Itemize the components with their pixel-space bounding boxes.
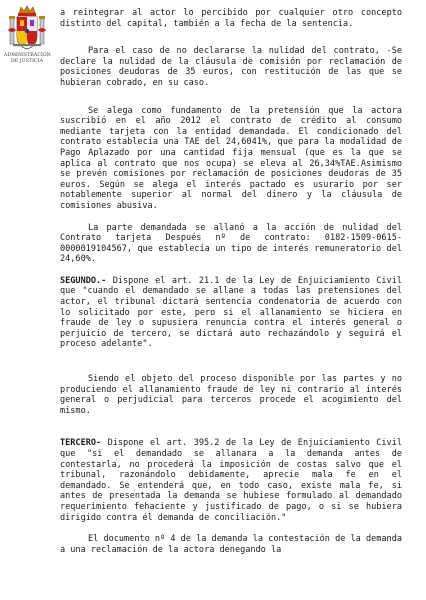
paragraph: Se alega como fundamento de la pretensión que la actora suscribió en el año 2012 el contrato de crédito al consumo mediante tarjeta con la entidad demandada. El condicionado del contrato establecía una TAE del 24,6041%, que para la modalidad de Pago Aplazado por una cantidad fija mensual (que es la que se aplica al contrato que nos ocupa) se eleva al 26,34%TAE.Asimismo se prevén comisiones por reclamación de posiciones deudoras de 35 euros. Según se alega el interés pactado es usurario por ser notablemente superior al normal del dinero y la cláusula de comisiones abusiva. bbox=[60, 105, 402, 211]
paragraph: La parte demandada se allanó a la acción de nulidad del Contrato tarjeta Después nº de contrato: 0182-1509-0615-0000019104567, que establecía un tipo de interés remuneratorio del 24,60%. bbox=[60, 222, 402, 265]
section-heading-tercero: TERCERO- bbox=[60, 438, 102, 449]
section-text-segundo: Dispone el art. 21.1 de la Ley de Enjuiciamiento Civil que "cuando el demandado se allane a todas las pretensiones del actor, el tribunal dictará sentencia condenatoria de acuerdo con lo solicitado por este, pero si el allanamiento se hiciera en fraude de ley o supusiera renuncia contra el interés general o perjuicio de tercero, se dictará auto rechazándolo y seguirá el proceso adelante". bbox=[60, 275, 402, 350]
org-name-line1: ADMINISTRACIÓN bbox=[4, 53, 51, 58]
document-body bbox=[60, 8, 402, 555]
court-logo bbox=[4, 4, 50, 64]
paragraph: Para el caso de no declararse la nulidad del contrato, -Se declare la nulidad de la cláusula de comisión por reclamación de posiciones deudoras de 35 euros, con restitución de las que se hubieran cobrado, en su caso. bbox=[60, 46, 402, 88]
paragraph-segundo bbox=[60, 276, 402, 350]
section-heading-segundo: SEGUNDO.- bbox=[60, 275, 107, 286]
paragraph: El documento nº 4 de la demanda la contestación de la demanda a una reclamación de la actora denegando la bbox=[60, 534, 402, 555]
section-text-tercero: Dispone el art. 395.2 de la Ley de Enjuiciamiento Civil que "si el demandado se allanara a la demanda antes de contestarla, no procederá la imposición de costas salvo que el tribunal, razonándolo debidamente, aprecie mala fe en el demandado. Se entenderá que, en todo caso, existe mala fe, si antes de presentada la demanda se hubiese formulado al demandado requerimiento fehaciente y justificado de pago, o si se hubiera dirigido contra él demanda de conciliación." bbox=[60, 438, 402, 523]
paragraph-tercero bbox=[60, 438, 402, 523]
paragraph: Siendo el objeto del proceso disponible por las partes y no produciendo el allanamiento fraude de ley ni contrario al interés general o perjudicial para terceros procede el acogimiento del mismo. bbox=[60, 374, 402, 416]
coat-of-arms-icon bbox=[7, 4, 47, 52]
paragraph: a reintegrar al actor lo percibido por cualquier otro concepto distinto del capital, también a la fecha de la sentencia. bbox=[60, 8, 402, 29]
org-name-line2: DE JUSTICIA bbox=[11, 59, 43, 65]
